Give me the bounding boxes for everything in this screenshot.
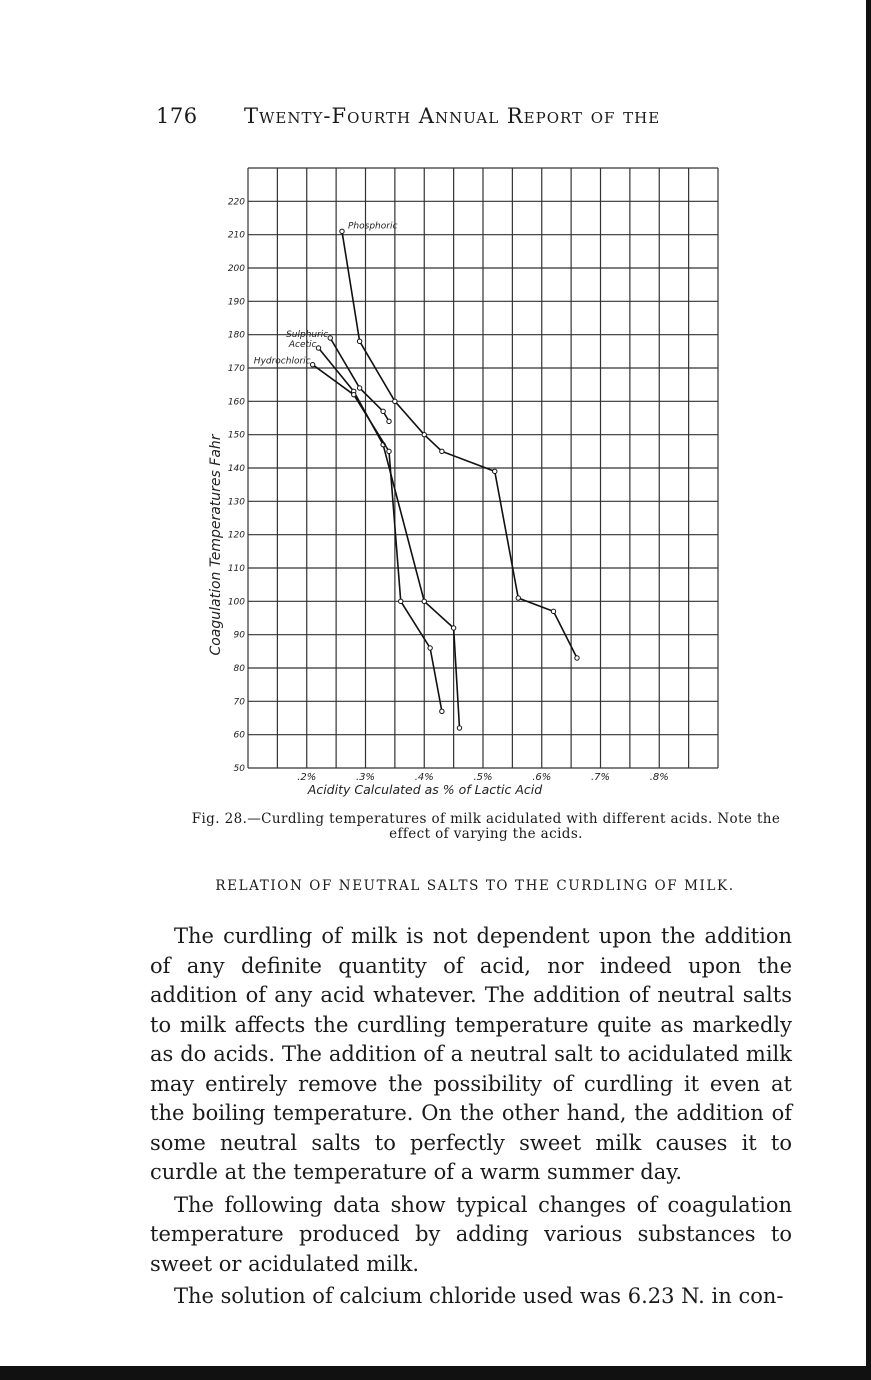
y-axis-label: Coagulation Temperatures Fahr [208,434,224,656]
data-point [352,392,356,396]
data-point [551,609,555,613]
data-point [387,449,391,453]
series-label-phosphoric: Phosphoric [348,221,398,232]
series-line-acetic [319,348,460,728]
y-tick-label: 50 [233,764,245,774]
y-tick-label: 190 [227,297,245,308]
figure-caption: Fig. 28.—Curdling temperatures of milk acidulated with different acids. Note the effect of varying the acids. [191,811,781,842]
data-point [451,626,455,630]
data-point [457,726,461,730]
series-label-hydrochloric: Hydrochloric [253,356,311,367]
figure-chart [200,160,730,800]
data-point [316,346,320,350]
page-edge-bottom [0,1366,871,1380]
data-point [440,709,444,713]
chart-grid [248,168,718,768]
x-tick-label: .3% [355,772,376,783]
y-tick-label: 160 [227,397,245,408]
running-head-title: Twenty-Fourth Annual Report of the [244,104,661,128]
y-tick-label: 200 [227,264,245,274]
data-point [393,399,397,403]
y-tick-label: 130 [227,497,245,508]
x-tick-label: .6% [532,772,552,783]
series-label-sulphuric: Sulphuric [286,330,329,340]
series-line-sulphuric [330,338,389,421]
x-tick-label: .8% [649,772,669,783]
y-tick-label: 70 [233,697,245,708]
section-heading: RELATION OF NEUTRAL SALTS TO THE CURDLING OF MILK. [215,878,735,894]
data-point [340,229,344,233]
chart-series [254,221,579,730]
y-tick-label: 110 [227,564,245,574]
y-tick-label: 120 [227,530,245,541]
y-tick-label: 220 [227,197,245,208]
data-point [440,449,444,453]
x-axis-label: Acidity Calculated as % of Lactic Acid [307,782,543,797]
data-point [357,339,361,343]
y-tick-label: 150 [227,430,245,441]
x-tick-label: .4% [414,772,434,783]
x-tick-label: .7% [590,772,611,783]
chart-ticks [228,197,669,783]
paragraph: The solution of calcium chloride used was 6.23 N. in con- [174,1284,784,1308]
body-text [150,922,792,1312]
data-point [422,599,426,603]
running-head [156,104,716,128]
page-number: 176 [156,104,198,128]
data-point [399,599,403,603]
data-point [493,469,497,473]
data-point [428,646,432,650]
series-line-hydrochloric [313,365,442,712]
y-tick-label: 170 [227,364,245,374]
x-tick-label: .5% [473,772,493,783]
data-point [516,596,520,600]
y-tick-label: 140 [227,464,245,474]
y-tick-label: 180 [227,330,245,341]
series-label-acetic: Acetic [288,340,317,350]
paragraph: The following data show typical changes of coagulation temperature produced by adding various substances to sweet or acidulated milk. [150,1192,792,1276]
y-tick-label: 80 [233,664,245,674]
data-point [575,656,579,660]
y-tick-label: 90 [233,630,245,641]
data-point [328,336,332,340]
x-tick-label: .2% [297,772,317,783]
paragraph: The curdling of milk is not dependent upon the addition of any definite quantity of acid, nor indeed upon the addition of any acid whatever. The addition of neutral salts to milk affects the curdling temperature quite as markedly as do acids. The addition of a neutral salt to acidulated milk may entirely remove the possibility of curdling it even at the boiling temperature. On the other hand, the addition of some neutral salts to perfectly sweet milk causes it to curdle at the temperature of a warm summer day. [150,924,792,1184]
data-point [357,386,361,390]
data-point [381,409,385,413]
data-point [422,432,426,436]
data-point [310,362,314,366]
y-tick-label: 210 [227,230,245,241]
y-tick-label: 100 [227,597,245,608]
page-edge-right [866,0,871,1380]
y-tick-label: 60 [233,730,245,741]
data-point [387,419,391,423]
